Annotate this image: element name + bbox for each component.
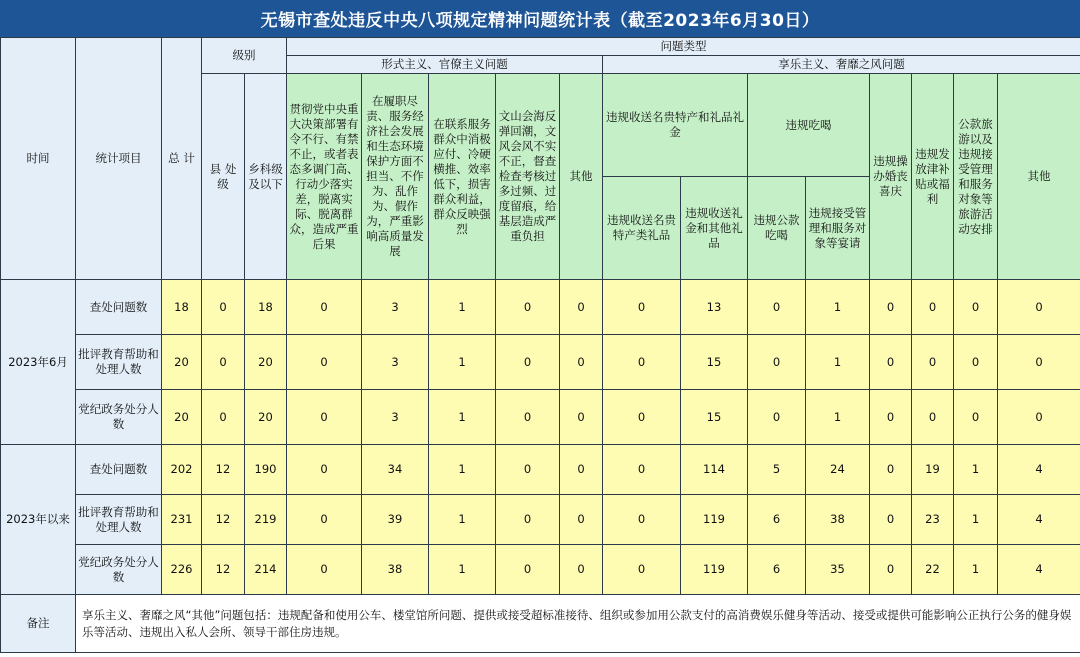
data-cell: 0 xyxy=(603,390,681,445)
data-cell: 0 xyxy=(560,445,603,495)
data-cell: 0 xyxy=(287,335,362,390)
data-cell: 20 xyxy=(245,390,287,445)
data-cell: 0 xyxy=(603,545,681,595)
data-cell: 5 xyxy=(748,445,806,495)
data-cell: 20 xyxy=(162,335,202,390)
data-cell: 1 xyxy=(806,280,870,335)
header-travel: 公款旅游以及违规接受管理和服务对象等旅游活动安排 xyxy=(954,74,998,280)
data-cell: 0 xyxy=(287,545,362,595)
row-item-label: 批评教育帮助和处理人数 xyxy=(76,335,162,390)
header-dining-2: 违规接受管理和服务对象等宴请 xyxy=(806,177,870,280)
data-cell: 35 xyxy=(806,545,870,595)
data-cell: 119 xyxy=(681,495,748,545)
data-cell: 4 xyxy=(998,445,1080,495)
data-cell: 0 xyxy=(496,335,560,390)
data-cell: 0 xyxy=(748,390,806,445)
data-cell: 219 xyxy=(245,495,287,545)
data-cell: 34 xyxy=(362,445,429,495)
header-wedding: 违规操办婚丧喜庆 xyxy=(870,74,912,280)
header-dining-group: 违规吃喝 xyxy=(748,74,870,177)
data-cell: 3 xyxy=(362,335,429,390)
data-cell: 3 xyxy=(362,390,429,445)
data-cell: 24 xyxy=(806,445,870,495)
remark-label: 备注 xyxy=(1,595,76,653)
data-cell: 0 xyxy=(912,335,954,390)
header-gift-2: 违规收送礼金和其他礼品 xyxy=(681,177,748,280)
data-cell: 0 xyxy=(748,335,806,390)
row-item-label: 党纪政务处分人数 xyxy=(76,545,162,595)
table-row xyxy=(1,390,1080,445)
data-cell: 0 xyxy=(202,390,245,445)
data-cell: 226 xyxy=(162,545,202,595)
data-cell: 0 xyxy=(496,495,560,545)
data-cell: 0 xyxy=(748,280,806,335)
data-cell: 0 xyxy=(496,545,560,595)
header-formalism-3: 在联系服务群众中消极应付、冷硬横推、效率低下，损害群众利益，群众反映强烈 xyxy=(429,74,496,280)
header-level-township: 乡科级及以下 xyxy=(245,74,287,280)
data-cell: 23 xyxy=(912,495,954,545)
header-level-county: 县 处 级 xyxy=(202,74,245,280)
data-cell: 0 xyxy=(912,390,954,445)
data-cell: 0 xyxy=(496,390,560,445)
data-cell: 13 xyxy=(681,280,748,335)
data-cell: 0 xyxy=(870,390,912,445)
header-level: 级别 xyxy=(202,38,287,74)
data-cell: 0 xyxy=(870,335,912,390)
data-cell: 1 xyxy=(429,280,496,335)
data-cell: 18 xyxy=(245,280,287,335)
data-cell: 0 xyxy=(603,335,681,390)
header-problem-type: 问题类型 xyxy=(287,38,1080,56)
header-gift-group: 违规收送名贵特产和礼品礼金 xyxy=(603,74,748,177)
remark-text: 享乐主义、奢靡之风“其他”问题包括：违规配备和使用公车、楼堂馆所问题、提供或接受超标准接待、组织或参加用公款支付的高消费娱乐健身等活动、接受或提供可能影响公正执行公务的健身娱乐等活动、违规出入私人会所、领导干部住房违规。 xyxy=(76,595,1080,653)
group-label: 2023年6月 xyxy=(1,280,76,445)
data-cell: 12 xyxy=(202,495,245,545)
row-item-label: 查处问题数 xyxy=(76,280,162,335)
data-cell: 1 xyxy=(954,445,998,495)
data-cell: 0 xyxy=(870,445,912,495)
data-cell: 1 xyxy=(429,495,496,545)
header-time: 时间 xyxy=(1,38,76,280)
data-cell: 0 xyxy=(202,280,245,335)
table-row xyxy=(1,335,1080,390)
data-cell: 1 xyxy=(429,335,496,390)
data-cell: 0 xyxy=(287,445,362,495)
data-cell: 38 xyxy=(362,545,429,595)
data-cell: 1 xyxy=(806,390,870,445)
data-cell: 214 xyxy=(245,545,287,595)
data-cell: 0 xyxy=(287,495,362,545)
data-cell: 0 xyxy=(496,280,560,335)
data-cell: 0 xyxy=(870,495,912,545)
data-cell: 6 xyxy=(748,545,806,595)
data-cell: 231 xyxy=(162,495,202,545)
data-cell: 4 xyxy=(998,545,1080,595)
data-cell: 19 xyxy=(912,445,954,495)
data-cell: 190 xyxy=(245,445,287,495)
row-item-label: 批评教育帮助和处理人数 xyxy=(76,495,162,545)
data-cell: 202 xyxy=(162,445,202,495)
data-cell: 38 xyxy=(806,495,870,545)
data-cell: 1 xyxy=(954,545,998,595)
header-hedonism: 享乐主义、奢靡之风问题 xyxy=(603,56,1080,74)
data-cell: 18 xyxy=(162,280,202,335)
header-total: 总 计 xyxy=(162,38,202,280)
data-cell: 0 xyxy=(870,545,912,595)
data-cell: 0 xyxy=(998,390,1080,445)
group-label: 2023年以来 xyxy=(1,445,76,595)
data-cell: 12 xyxy=(202,545,245,595)
header-formalism-1: 贯彻党中央重大决策部署有令不行、有禁不止，或者表态多调门高、行动少落实差，脱离实际、脱离群众，造成严重后果 xyxy=(287,74,362,280)
data-cell: 6 xyxy=(748,495,806,545)
data-cell: 0 xyxy=(954,280,998,335)
data-cell: 0 xyxy=(287,280,362,335)
header-dining-1: 违规公款吃喝 xyxy=(748,177,806,280)
header-formalism-2: 在履职尽责、服务经济社会发展和生态环境保护方面不担当、不作为、乱作为、假作为，严重影响高质量发展 xyxy=(362,74,429,280)
data-cell: 1 xyxy=(429,445,496,495)
data-cell: 1 xyxy=(429,390,496,445)
statistics-table xyxy=(0,37,1080,653)
data-cell: 0 xyxy=(954,390,998,445)
data-cell: 0 xyxy=(998,280,1080,335)
data-cell: 15 xyxy=(681,390,748,445)
table-row xyxy=(1,280,1080,335)
data-cell: 20 xyxy=(245,335,287,390)
row-item-label: 查处问题数 xyxy=(76,445,162,495)
data-cell: 22 xyxy=(912,545,954,595)
data-cell: 0 xyxy=(560,495,603,545)
data-cell: 119 xyxy=(681,545,748,595)
data-cell: 0 xyxy=(560,335,603,390)
data-cell: 39 xyxy=(362,495,429,545)
data-cell: 1 xyxy=(806,335,870,390)
data-cell: 0 xyxy=(202,335,245,390)
data-cell: 0 xyxy=(603,495,681,545)
data-cell: 12 xyxy=(202,445,245,495)
page-title: 无锡市查处违反中央八项规定精神问题统计表（截至2023年6月30日） xyxy=(0,0,1080,37)
data-cell: 0 xyxy=(560,545,603,595)
data-cell: 1 xyxy=(429,545,496,595)
data-cell: 0 xyxy=(560,390,603,445)
data-cell: 3 xyxy=(362,280,429,335)
header-gift-1: 违规收送名贵特产类礼品 xyxy=(603,177,681,280)
table-row xyxy=(1,445,1080,495)
data-cell: 4 xyxy=(998,495,1080,545)
header-formalism: 形式主义、官僚主义问题 xyxy=(287,56,603,74)
table-row xyxy=(1,545,1080,595)
header-hedonism-other: 其他 xyxy=(998,74,1080,280)
row-item-label: 党纪政务处分人数 xyxy=(76,390,162,445)
data-cell: 114 xyxy=(681,445,748,495)
data-cell: 1 xyxy=(954,495,998,545)
table-row xyxy=(1,495,1080,545)
data-cell: 20 xyxy=(162,390,202,445)
data-cell: 0 xyxy=(870,280,912,335)
data-cell: 0 xyxy=(560,280,603,335)
header-subsidy: 违规发放津补贴或福利 xyxy=(912,74,954,280)
data-cell: 0 xyxy=(496,445,560,495)
data-cell: 0 xyxy=(954,335,998,390)
header-formalism-other: 其他 xyxy=(560,74,603,280)
data-body xyxy=(1,280,1080,595)
header-stat-item: 统计项目 xyxy=(76,38,162,280)
data-cell: 0 xyxy=(998,335,1080,390)
data-cell: 0 xyxy=(912,280,954,335)
data-cell: 15 xyxy=(681,335,748,390)
data-cell: 0 xyxy=(603,280,681,335)
header-formalism-4: 文山会海反弹回潮，文风会风不实不正，督查检查考核过多过频、过度留痕，给基层造成严重负担 xyxy=(496,74,560,280)
data-cell: 0 xyxy=(287,390,362,445)
data-cell: 0 xyxy=(603,445,681,495)
